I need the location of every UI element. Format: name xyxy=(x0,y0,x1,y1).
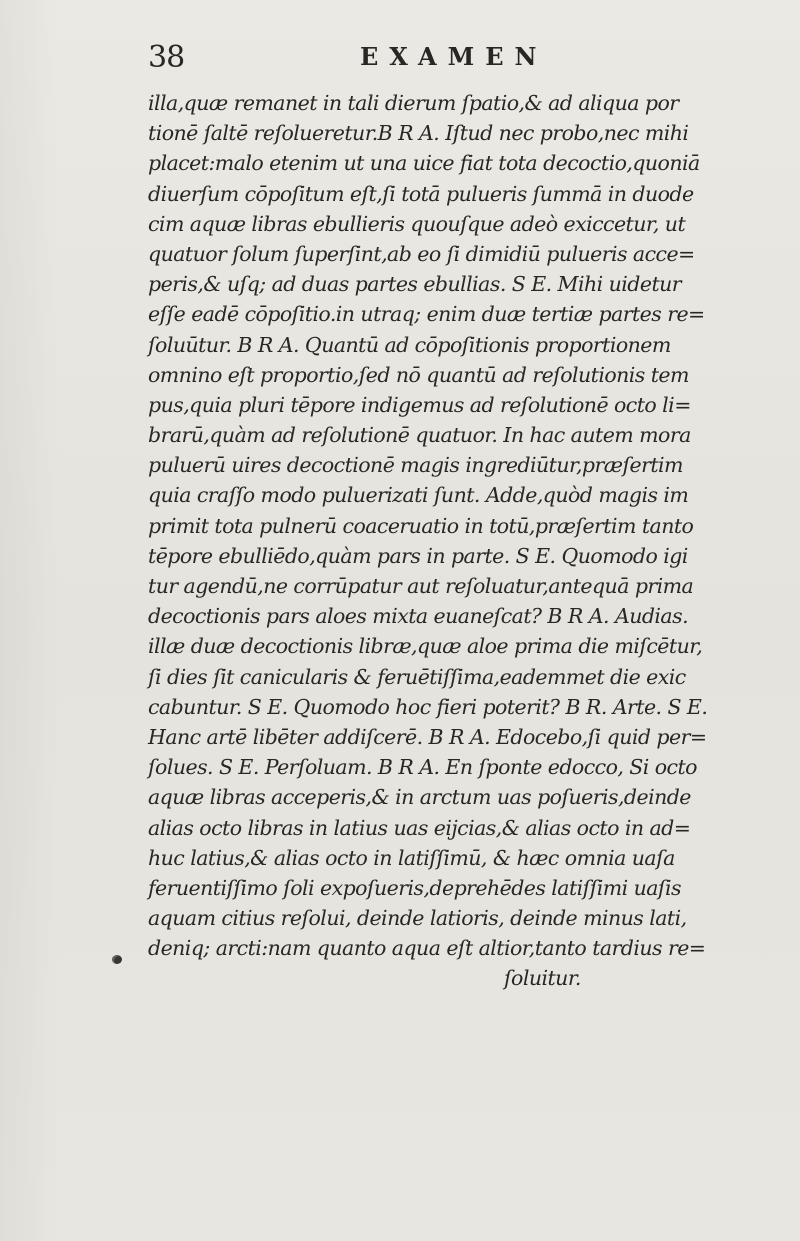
text-line: deniq; arcti:nam quanto aqua eſt altior,tanto tardius re= xyxy=(148,936,706,961)
text-line: peris,& uſq; ad duas partes ebullias. S E. Mihi uidetur xyxy=(148,272,682,297)
text-line: diuerſum cōpoſitum eſt,ſi totā pulueris ſummā in duode xyxy=(148,181,694,206)
text-line: feruentiſſimo ſoli expoſueris,deprehēdes latiſſimi uaſis xyxy=(148,875,681,900)
text-line: ſi dies ſit canicularis & feruētiſſima,eademmet die exic xyxy=(148,664,686,689)
gutter-shadow xyxy=(0,0,60,1241)
text-line: ſoluūtur. B R A. Quantū ad cōpoſitionis proportionem xyxy=(148,332,671,357)
text-line-final: ſoluitur. xyxy=(504,966,581,991)
text-line: eſſe eadē cōpoſitio.in utraq; enim duæ tertiæ partes re= xyxy=(148,302,705,327)
text-line: Hanc artē libēter addiſcerē. B R A. Edocebo,ſi quid per= xyxy=(148,724,707,749)
text-line: tur agendū,ne corrūpatur aut reſoluatur,antequā prima xyxy=(148,574,694,598)
text-line: aquam citius reſolui, deinde latioris, deinde minus lati, xyxy=(148,906,687,931)
text-line: omnino eſt proportio,ſed nō quantū ad reſolutionis tem xyxy=(148,362,689,387)
running-head: EXAMEN xyxy=(360,42,548,71)
text-line: ſolues. S E. Perſoluam. B R A. En ſponte edocco, Si octo xyxy=(148,755,697,780)
margin-ink-mark xyxy=(112,955,122,964)
page-number: 38 xyxy=(148,40,185,75)
page-header xyxy=(148,40,768,84)
text-line: aquæ libras acceperis,& in arctum uas poſueris,deinde xyxy=(148,785,691,810)
text-line: decoctionis pars aloes mixta euaneſcat? B R A. Audias. xyxy=(148,604,689,629)
body-text xyxy=(148,88,773,994)
text-line: brarū,quàm ad reſolutionē quatuor. In hac autem mora xyxy=(148,423,691,448)
text-line: pus,quia pluri tēpore indigemus ad reſolutionē octo li= xyxy=(148,392,691,417)
text-line: alias octo libras in latius uas eijcias,& alias octo in ad= xyxy=(148,815,691,840)
text-line: tionē ſaltē reſolueretur.B R A. Iſtud nec probo,nec mihi xyxy=(148,121,689,146)
text-line: quia craſſo modo puluerizati ſunt. Adde,quòd magis im xyxy=(148,483,689,508)
text-line: illæ duæ decoctionis libræ,quæ aloe prima die miſcētur, xyxy=(148,634,703,659)
text-line: cim aquæ libras ebullieris quouſque adeò exiccetur, ut xyxy=(148,211,686,236)
text-line: huc latius,& alias octo in latiſſimū, & hæc omnia uaſa xyxy=(148,845,675,870)
text-line: placet:malo etenim ut una uice fiat tota decoctio,quoniā xyxy=(148,151,700,176)
text-line: tēpore ebulliēdo,quàm pars in parte. S E. Quomodo igi xyxy=(148,543,688,568)
text-line: illa,quæ remanet in tali dierum ſpatio,& ad aliqua por xyxy=(148,91,679,115)
text-line: quatuor ſolum ſuperſint,ab eo ſi dimidiū pulueris acce= xyxy=(148,241,695,266)
text-line: primit tota pulnerū coaceruatio in totū,præſertim tanto xyxy=(148,513,694,538)
text-line: puluerū uires decoctionē magis ingrediūtur,præſertim xyxy=(148,453,683,478)
text-line: cabuntur. S E. Quomodo hoc fieri poterit? B R. Arte. S E. xyxy=(148,694,708,719)
